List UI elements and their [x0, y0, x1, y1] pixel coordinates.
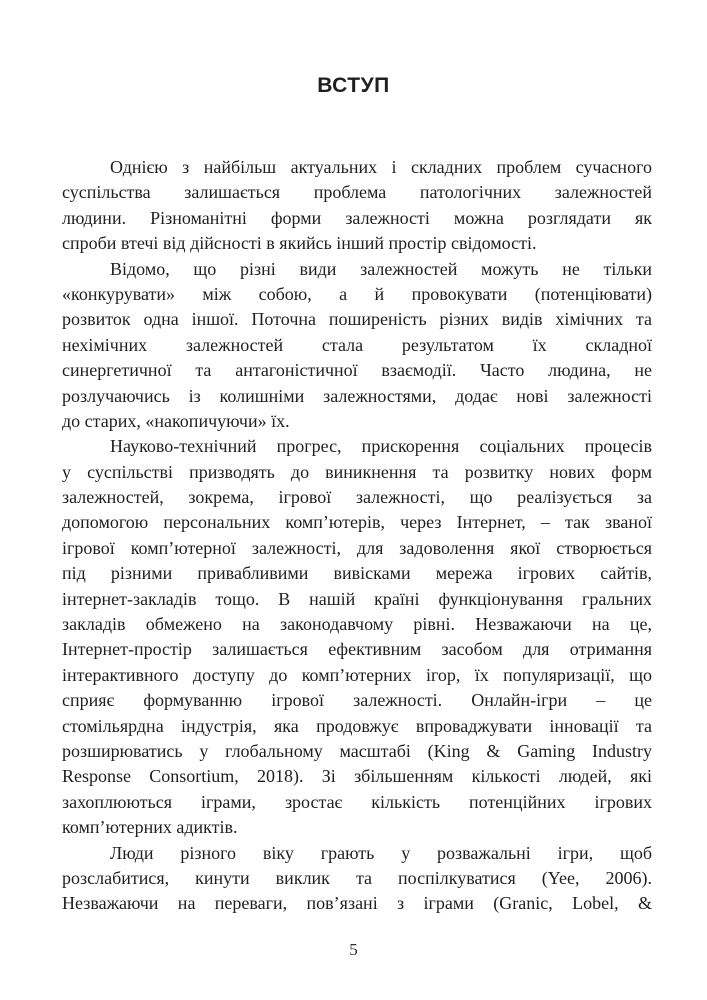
paragraph [62, 155, 652, 257]
text-line: розширюватись у глобальному масштабі (King & Gaming Industry [62, 740, 652, 761]
text-line: розвиток одна іншої. Поточна поширеність різних видів хімічних та [62, 309, 652, 330]
text-line: до старих, «накопичуючи» їх. [62, 410, 290, 431]
text-line: комп’ютерних адиктів. [62, 817, 238, 838]
text-line: Інтернет-простір залишається ефективним засобом для отримання [62, 639, 652, 660]
text-line: під різними привабливими вивісками мережа ігрових сайтів, [62, 563, 652, 584]
text-line: сприяє формуванню ігрової залежності. Онлайн-ігри – це [62, 690, 652, 711]
text-line: суспільства залишається проблема патологічних залежностей [62, 182, 652, 203]
text-line: синергетичної та антагоністичної взаємодії. Часто людина, не [62, 360, 652, 381]
text-line: закладів обмежено на законодавчому рівні. Незважаючи на це, [62, 614, 652, 635]
text-line: людини. Різноманітні форми залежності можна розглядати як [62, 207, 652, 228]
text-line: у суспільстві призводять до виникнення та розвитку нових форм [62, 461, 652, 482]
text-line: залежностей, зокрема, ігрової залежності, що реалізується за [62, 487, 652, 508]
text-line: Науково-технічний прогрес, прискорення соціальних процесів [110, 436, 652, 457]
text-line: нехімічних залежностей стала результатом їх складної [62, 334, 652, 355]
text-line: розслабитися, кинути виклик та поспілкуватися (Yee, 2006). [62, 867, 652, 888]
text-line: ігрової комп’ютерної залежності, для задоволення якої створюється [62, 537, 652, 558]
text-line: спроби втечі від дійсності в якийсь інший простір свідомості. [62, 233, 537, 254]
paragraph [62, 841, 652, 917]
text-line: захоплюються іграми, зростає кількість потенційних ігрових [62, 791, 652, 812]
text-line: інтернет-закладів тощо. В нашій країні функціонування гральних [62, 588, 652, 609]
text-line: допомогою персональних комп’ютерів, через Інтернет, – так званої [62, 512, 652, 533]
paragraph [62, 257, 652, 435]
text-line: Люди різного віку грають у розважальні ігри, щоб [110, 842, 652, 863]
paragraph [62, 434, 652, 840]
text-block [62, 155, 652, 917]
text-line: Однією з найбільш актуальних і складних проблем сучасного [110, 157, 652, 177]
text-line: інтерактивного доступу до комп’ютерних ігор, їх популяризації, що [62, 664, 652, 685]
text-line: розлучаючись із колишніми залежностями, додає нові залежності [62, 385, 652, 406]
text-line: Response Consortium, 2018). Зі збільшенням кількості людей, які [62, 766, 652, 787]
text-line: Незважаючи на переваги, пов’язані з іграми (Granic, Lobel, & [62, 893, 652, 914]
page-number: 5 [349, 940, 358, 959]
text-line: «конкурувати» між собою, а й провокувати (потенціювати) [62, 283, 652, 304]
text-line: Відомо, що різні види залежностей можуть не тільки [110, 258, 652, 279]
page-title: ВСТУП [317, 74, 390, 97]
text-line: стомільярдна індустрія, яка продовжує впроваджувати інновації та [62, 715, 652, 736]
